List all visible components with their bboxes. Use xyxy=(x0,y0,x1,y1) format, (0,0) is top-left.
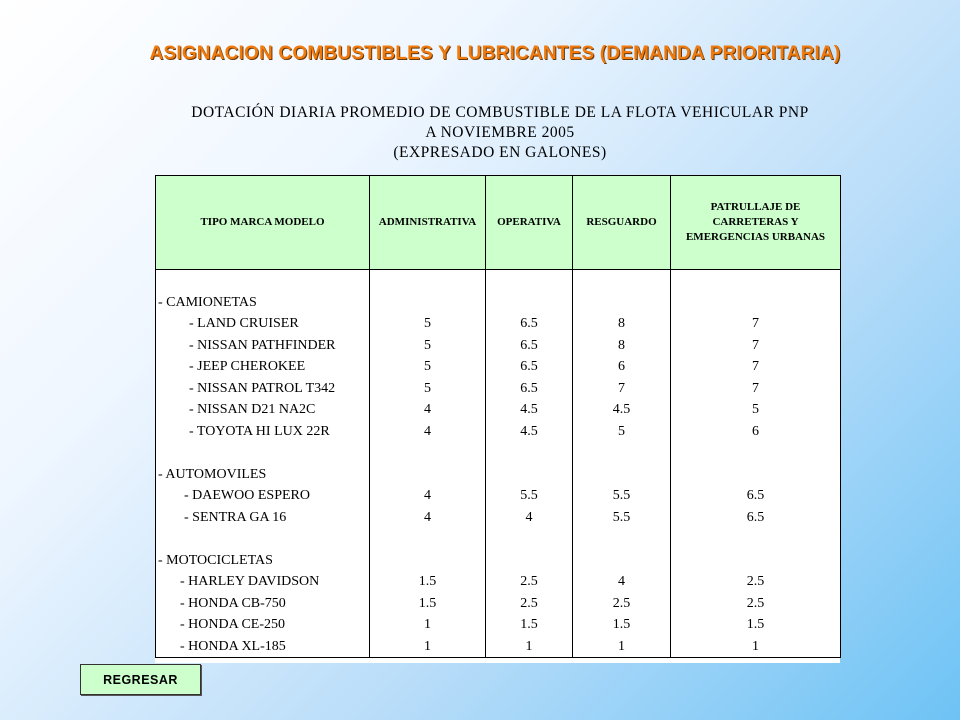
value-patrullaje: 6 xyxy=(671,421,841,443)
header-patrullaje-line-1: PATRULLAJE DE xyxy=(710,201,801,213)
value-patrullaje: 6.5 xyxy=(671,507,841,529)
table-row xyxy=(156,335,841,357)
table-row xyxy=(156,313,841,335)
value-resguardo: 5.5 xyxy=(573,507,671,529)
fuel-table-container xyxy=(155,175,840,663)
vehicle-name: - HONDA CB-750 xyxy=(156,593,370,615)
spacer-row xyxy=(156,270,841,292)
category-row-motocicletas xyxy=(156,550,841,572)
value-operativa: 1 xyxy=(486,636,573,658)
table-subtitle xyxy=(150,103,850,163)
vehicle-name: - HARLEY DAVIDSON xyxy=(156,571,370,593)
value-operativa: 4.5 xyxy=(486,421,573,443)
table-row xyxy=(156,636,841,658)
vehicle-name: - JEEP CHEROKEE xyxy=(156,356,370,378)
value-resguardo: 8 xyxy=(573,335,671,357)
header-tipo-marca-modelo: TIPO MARCA MODELO xyxy=(156,176,370,270)
subtitle-line-3: (EXPRESADO EN GALONES) xyxy=(393,144,607,161)
value-administrativa: 1 xyxy=(370,636,486,658)
vehicle-name: - LAND CRUISER xyxy=(156,313,370,335)
header-patrullaje-line-2: CARRETERAS Y xyxy=(712,216,799,228)
value-resguardo: 1 xyxy=(573,636,671,658)
spacer-row xyxy=(156,528,841,550)
vehicle-name: - NISSAN D21 NA2C xyxy=(156,399,370,421)
table-row xyxy=(156,507,841,529)
header-patrullaje-line-3: EMERGENCIAS URBANAS xyxy=(685,231,826,243)
value-resguardo: 6 xyxy=(573,356,671,378)
table-row xyxy=(156,378,841,400)
fuel-allocation-table xyxy=(155,175,841,658)
vehicle-name: - SENTRA GA 16 xyxy=(156,507,370,529)
value-administrativa: 4 xyxy=(370,421,486,443)
table-row xyxy=(156,356,841,378)
vehicle-name: - HONDA CE-250 xyxy=(156,614,370,636)
header-administrativa: ADMINISTRATIVA xyxy=(370,176,486,270)
value-resguardo: 5 xyxy=(573,421,671,443)
value-patrullaje: 7 xyxy=(671,356,841,378)
value-operativa: 6.5 xyxy=(486,378,573,400)
category-label: - CAMIONETAS xyxy=(156,292,370,314)
value-patrullaje: 7 xyxy=(671,378,841,400)
table-row xyxy=(156,421,841,443)
value-patrullaje: 7 xyxy=(671,313,841,335)
table-row xyxy=(156,593,841,615)
vehicle-name: - DAEWOO ESPERO xyxy=(156,485,370,507)
value-resguardo: 4.5 xyxy=(573,399,671,421)
value-resguardo: 7 xyxy=(573,378,671,400)
table-row xyxy=(156,571,841,593)
value-administrativa: 5 xyxy=(370,356,486,378)
vehicle-name: - NISSAN PATHFINDER xyxy=(156,335,370,357)
value-patrullaje: 5 xyxy=(671,399,841,421)
value-administrativa: 5 xyxy=(370,335,486,357)
value-resguardo: 1.5 xyxy=(573,614,671,636)
value-resguardo: 4 xyxy=(573,571,671,593)
category-label: - MOTOCICLETAS xyxy=(156,550,370,572)
value-administrativa: 1.5 xyxy=(370,593,486,615)
value-operativa: 4.5 xyxy=(486,399,573,421)
value-patrullaje: 6.5 xyxy=(671,485,841,507)
table-header-row xyxy=(156,176,841,270)
value-patrullaje: 7 xyxy=(671,335,841,357)
page-title: ASIGNACION COMBUSTIBLES Y LUBRICANTES (DEMANDA PRIORITARIA) xyxy=(149,43,841,64)
vehicle-name: - NISSAN PATROL T342 xyxy=(156,378,370,400)
table-row xyxy=(156,614,841,636)
subtitle-line-2: A NOVIEMBRE 2005 xyxy=(425,124,575,141)
table-row xyxy=(156,399,841,421)
value-operativa: 6.5 xyxy=(486,335,573,357)
value-patrullaje: 2.5 xyxy=(671,593,841,615)
vehicle-name: - HONDA XL-185 xyxy=(156,636,370,658)
value-administrativa: 4 xyxy=(370,399,486,421)
category-label: - AUTOMOVILES xyxy=(156,464,370,486)
value-operativa: 5.5 xyxy=(486,485,573,507)
value-patrullaje: 1.5 xyxy=(671,614,841,636)
value-administrativa: 5 xyxy=(370,313,486,335)
value-operativa: 2.5 xyxy=(486,593,573,615)
value-operativa: 6.5 xyxy=(486,356,573,378)
header-operativa: OPERATIVA xyxy=(486,176,573,270)
value-operativa: 2.5 xyxy=(486,571,573,593)
value-administrativa: 5 xyxy=(370,378,486,400)
value-administrativa: 1.5 xyxy=(370,571,486,593)
subtitle-line-1: DOTACIÓN DIARIA PROMEDIO DE COMBUSTIBLE DE LA FLOTA VEHICULAR PNP xyxy=(191,104,809,121)
category-row-camionetas xyxy=(156,292,841,314)
value-administrativa: 4 xyxy=(370,507,486,529)
value-operativa: 1.5 xyxy=(486,614,573,636)
value-patrullaje: 2.5 xyxy=(671,571,841,593)
table-row xyxy=(156,485,841,507)
value-operativa: 4 xyxy=(486,507,573,529)
spacer-row xyxy=(156,442,841,464)
value-resguardo: 2.5 xyxy=(573,593,671,615)
category-row-automoviles xyxy=(156,464,841,486)
value-administrativa: 4 xyxy=(370,485,486,507)
value-resguardo: 8 xyxy=(573,313,671,335)
header-resguardo: RESGUARDO xyxy=(573,176,671,270)
value-administrativa: 1 xyxy=(370,614,486,636)
value-resguardo: 5.5 xyxy=(573,485,671,507)
vehicle-name: - TOYOTA HI LUX 22R xyxy=(156,421,370,443)
value-operativa: 6.5 xyxy=(486,313,573,335)
value-patrullaje: 1 xyxy=(671,636,841,658)
header-patrullaje xyxy=(671,176,841,270)
regresar-button[interactable]: REGRESAR xyxy=(80,664,201,695)
